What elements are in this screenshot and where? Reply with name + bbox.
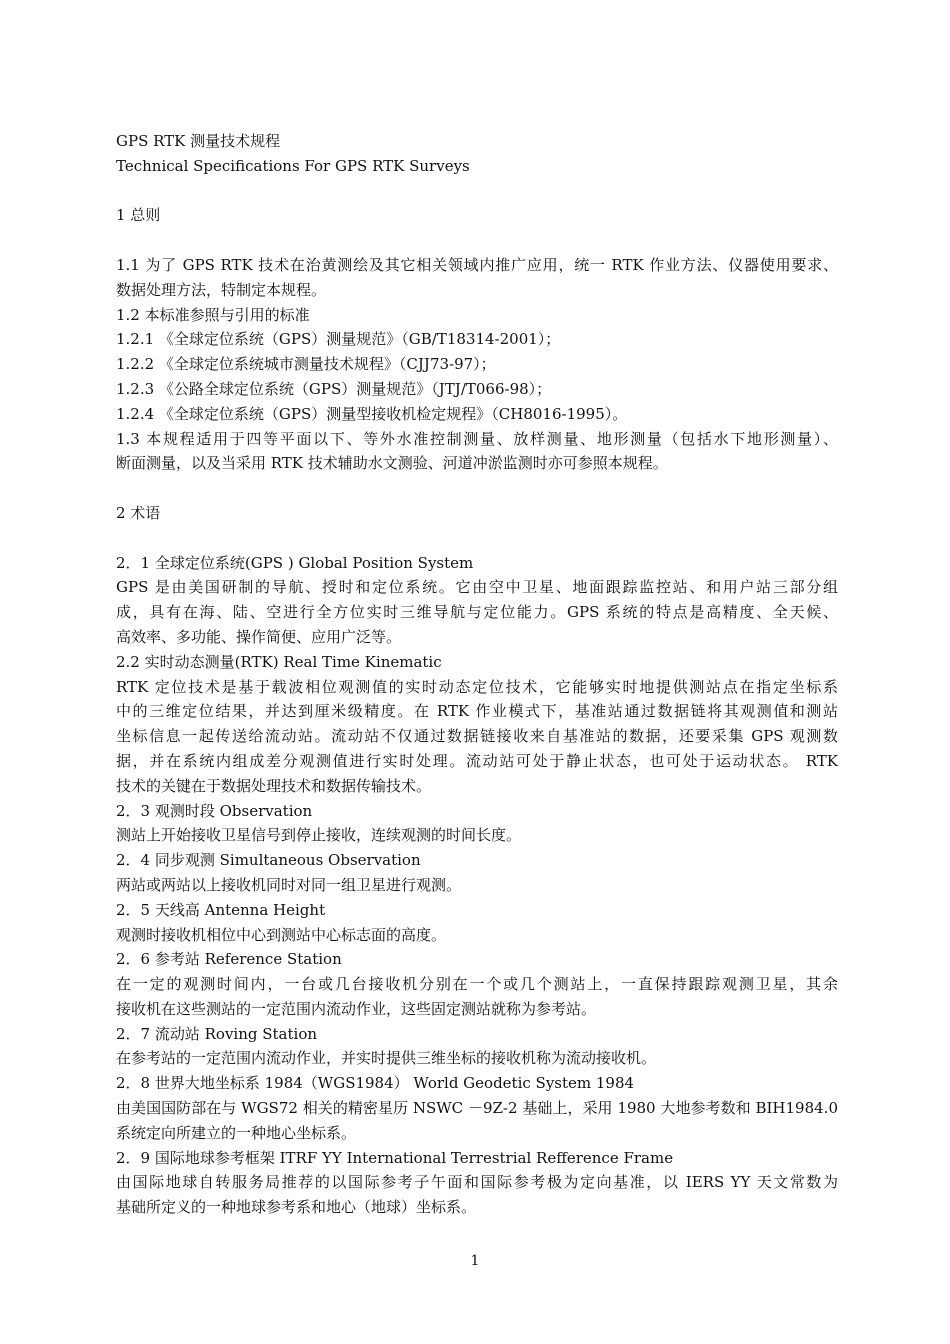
- clause-1-1-line: 数据处理方法，特制定本规程。: [116, 280, 327, 299]
- term-2-4-heading: 2．4 同步观测 Simultaneous Observation: [116, 851, 421, 870]
- term-2-1-body: 成，具有在海、陆、空进行全方位实时三维导航与定位能力。GPS 系统的特点是高精度、全天候、: [116, 603, 838, 622]
- term-2-8-heading: 2．8 世界大地坐标系 1984（WGS1984） World Geodetic System 1984: [116, 1074, 635, 1093]
- term-2-7-heading: 2．7 流动站 Roving Station: [116, 1024, 318, 1043]
- term-2-2-body: 中的三维定位结果，并达到厘米级精度。在 RTK 作业模式下，基准站通过数据链将其观测值和测站: [116, 702, 838, 721]
- term-2-2-body: 坐标信息一起传送给流动站。流动站不仅通过数据链接收来自基准站的数据，还要采集 GPS 观测数: [116, 727, 838, 746]
- document-body: [116, 129, 838, 1220]
- term-2-7-body: 在参考站的一定范围内流动作业，并实时提供三维坐标的接收机称为流动接收机。: [116, 1049, 657, 1068]
- term-2-6-heading: 2．6 参考站 Reference Station: [116, 950, 342, 969]
- reference-item: 1.2.3 《公路全球定位系统（GPS）测量规范》（JTJ/T066-98）；: [116, 379, 552, 398]
- term-2-2-body: 技术的关键在于数据处理技术和数据传输技术。: [116, 776, 432, 795]
- term-2-5-body: 观测时接收机相位中心到测站中心标志面的高度。: [116, 925, 447, 944]
- term-2-4-body: 两站或两站以上接收机同时对同一组卫星进行观测。: [116, 875, 462, 894]
- term-2-9-heading: 2．9 国际地球参考框架 ITRF YY International Terrestrial Refference Frame: [116, 1148, 674, 1167]
- title-english: Technical Specifications For GPS RTK Surveys: [116, 156, 470, 175]
- clause-1-2: 1.2 本标准参照与引用的标准: [116, 305, 310, 324]
- term-2-1-heading: 2．1 全球定位系统(GPS ) Global Position System: [116, 553, 474, 572]
- page-number: 1: [470, 1253, 480, 1269]
- term-2-9-body: 由国际地球自转服务局推荐的以国际参考子午面和国际参考极为定向基准，以 IERS YY 天文常数为: [116, 1173, 838, 1192]
- reference-item: 1.2.4 《全球定位系统（GPS）测量型接收机检定规程》（CH8016-1995）。: [116, 404, 628, 423]
- reference-item: 1.2.1 《全球定位系统（GPS）测量规范》（GB/T18314-2001）；: [116, 330, 561, 349]
- term-2-6-body: 接收机在这些测站的一定范围内流动作业，这些固定测站就称为参考站。: [116, 999, 597, 1018]
- section-2-heading: 2 术语: [116, 503, 161, 522]
- term-2-2-body: RTK 定位技术是基于载波相位观测值的实时动态定位技术，它能够实时地提供测站点在指定坐标系: [116, 677, 838, 696]
- clause-1-3-line: 断面测量，以及当采用 RTK 技术辅助水文测验、河道冲淤监测时亦可参照本规程。: [116, 454, 668, 473]
- term-2-8-body: 系统定向所建立的一种地心坐标系。: [116, 1123, 357, 1142]
- term-2-2-heading: 2.2 实时动态测量(RTK) Real Time Kinematic: [116, 652, 442, 671]
- clause-1-1-line: 1.1 为了 GPS RTK 技术在治黄测绘及其它相关领域内推广应用，统一 RTK 作业方法、仪器使用要求、: [116, 255, 838, 274]
- reference-item: 1.2.2 《全球定位系统城市测量技术规程》（CJJ73-97）；: [116, 355, 496, 374]
- term-2-3-body: 测站上开始接收卫星信号到停止接收，连续观测的时间长度。: [116, 826, 522, 845]
- term-2-5-heading: 2．5 天线高 Antenna Height: [116, 900, 326, 919]
- term-2-2-body: 据，并在系统内组成差分观测值进行实时处理。流动站可处于静止状态，也可处于运动状态。 RTK: [116, 751, 838, 770]
- term-2-8-body: 由美国国防部在与 WGS72 相关的精密星历 NSWC －9Z-2 基础上，采用 1980 大地参考数和 BIH1984.0: [116, 1099, 838, 1118]
- term-2-1-body: 高效率、多功能、操作简便、应用广泛等。: [116, 627, 402, 646]
- clause-1-3-line: 1.3 本规程适用于四等平面以下、等外水准控制测量、放样测量、地形测量（包括水下地形测量）、: [116, 429, 838, 448]
- term-2-6-body: 在一定的观测时间内，一台或几台接收机分别在一个或几个测站上，一直保持跟踪观测卫星，其余: [116, 975, 838, 994]
- term-2-1-body: GPS 是由美国研制的导航、授时和定位系统。它由空中卫星、地面跟踪监控站、和用户站三部分组: [116, 578, 838, 597]
- term-2-9-body: 基础所定义的一种地球参考系和地心（地球）坐标系。: [116, 1198, 477, 1217]
- section-1-heading: 1 总则: [116, 206, 161, 225]
- term-2-3-heading: 2．3 观测时段 Observation: [116, 801, 313, 820]
- title-chinese: GPS RTK 测量技术规程: [116, 132, 281, 150]
